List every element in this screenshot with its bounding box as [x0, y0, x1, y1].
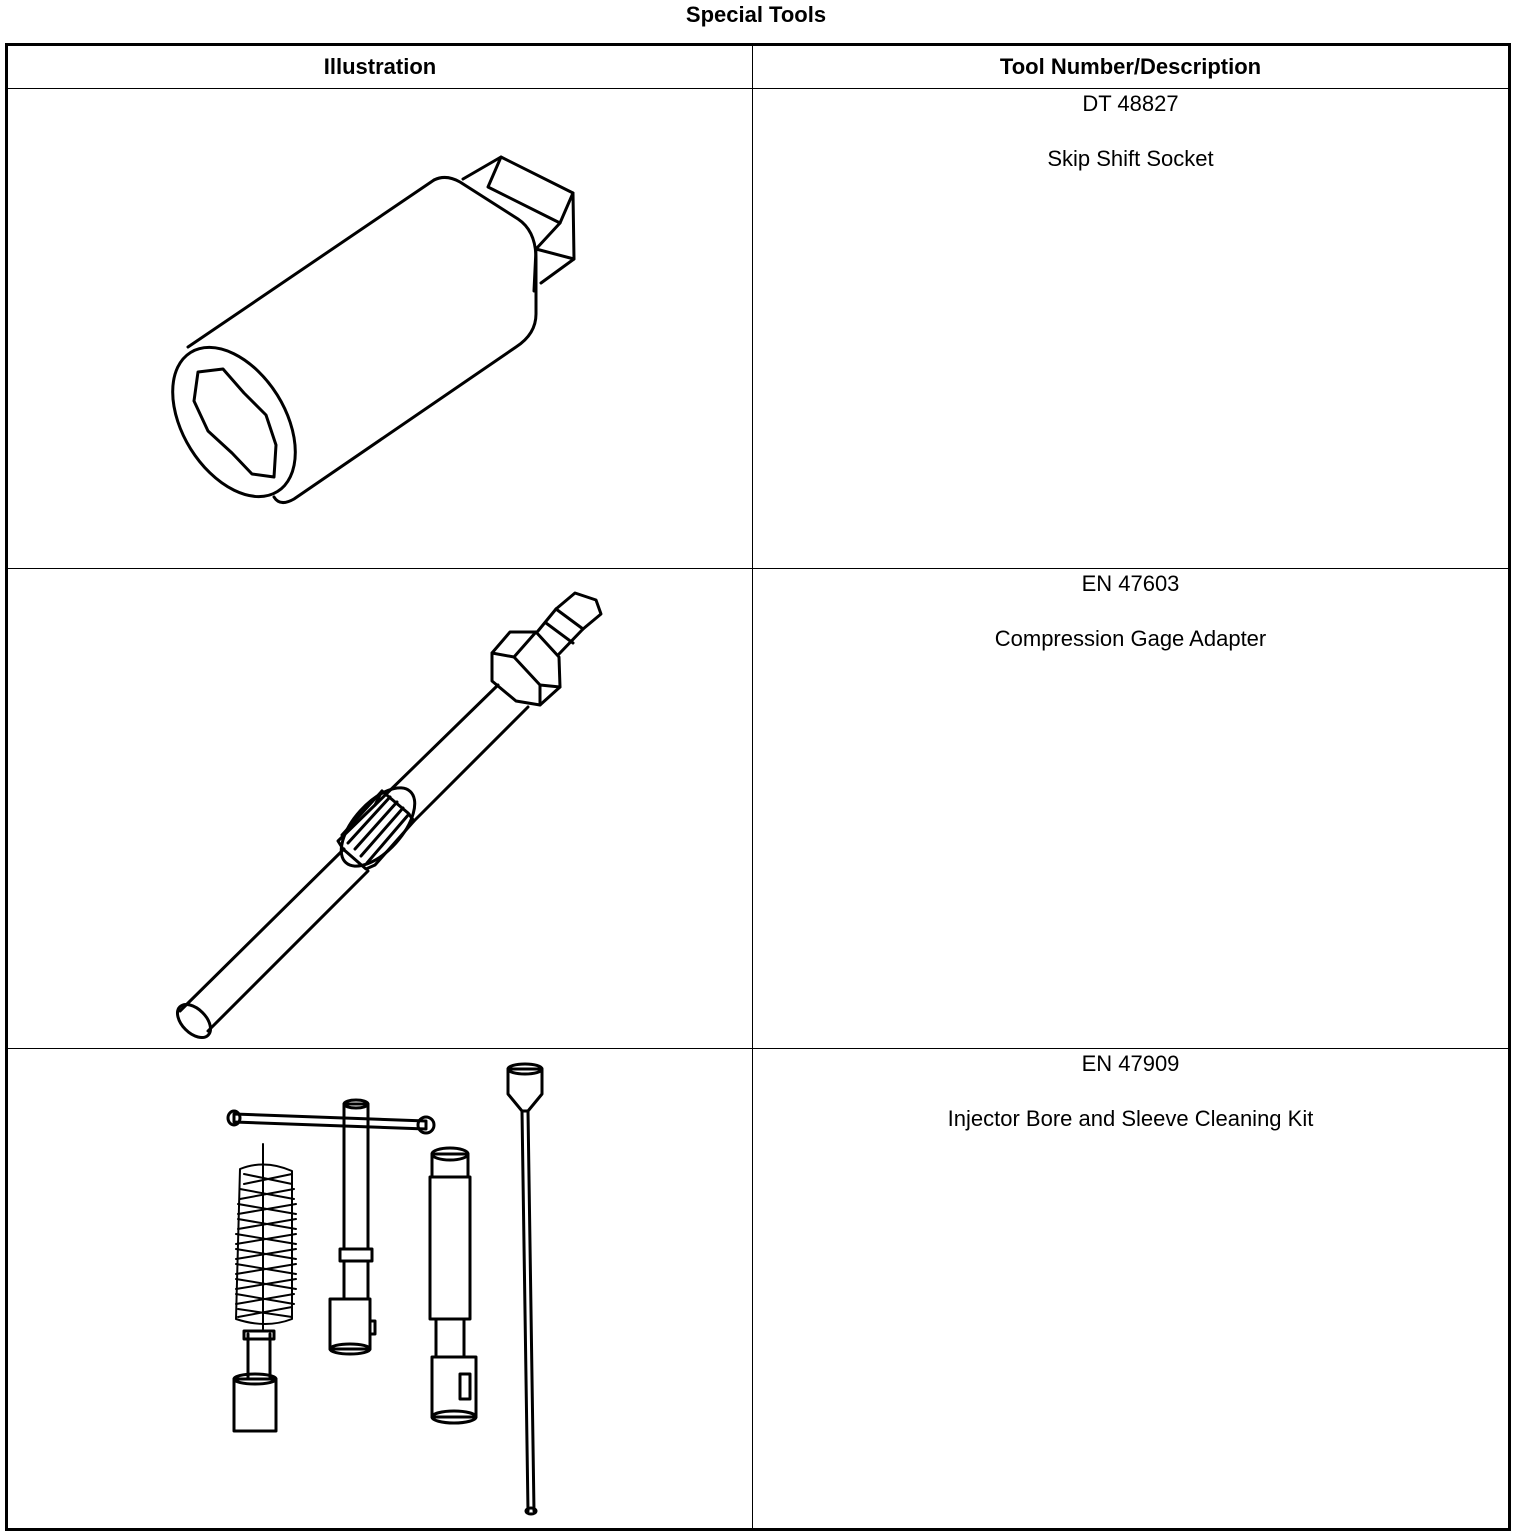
skip-shift-socket-illustration: [8, 89, 753, 568]
column-header-description: Tool Number/Description: [753, 45, 1510, 89]
tool-number: EN 47603: [1081, 571, 1180, 596]
tool-number: EN 47909: [1081, 1051, 1180, 1076]
column-header-illustration: Illustration: [7, 45, 753, 89]
table-row: [7, 89, 1510, 569]
page-title: Special Tools: [685, 2, 827, 27]
tool-description: Skip Shift Socket: [1047, 146, 1214, 171]
scraper-rod: [508, 1064, 542, 1514]
illustration-cell: [7, 89, 753, 569]
special-tools-table: [5, 43, 1511, 1531]
table-row: [7, 569, 1510, 1049]
description-cell: [753, 1049, 1510, 1530]
cleaning-kit-illustration: [8, 1049, 753, 1528]
wire-brush: [234, 1144, 296, 1431]
t-handle-tool: [228, 1100, 434, 1354]
description-cell: [753, 89, 1510, 569]
description-cell: [753, 569, 1510, 1049]
tool-description: Compression Gage Adapter: [994, 626, 1267, 651]
tool-description: Injector Bore and Sleeve Cleaning Kit: [947, 1106, 1314, 1131]
tool-number: DT 48827: [1082, 91, 1179, 116]
compression-gage-adapter-illustration: [8, 569, 753, 1048]
table-header-row: [7, 45, 1510, 89]
illustration-cell: [7, 569, 753, 1049]
table-row: [7, 1049, 1510, 1530]
sleeve-cleaning-tool: [430, 1148, 476, 1423]
illustration-cell: [7, 1049, 753, 1530]
